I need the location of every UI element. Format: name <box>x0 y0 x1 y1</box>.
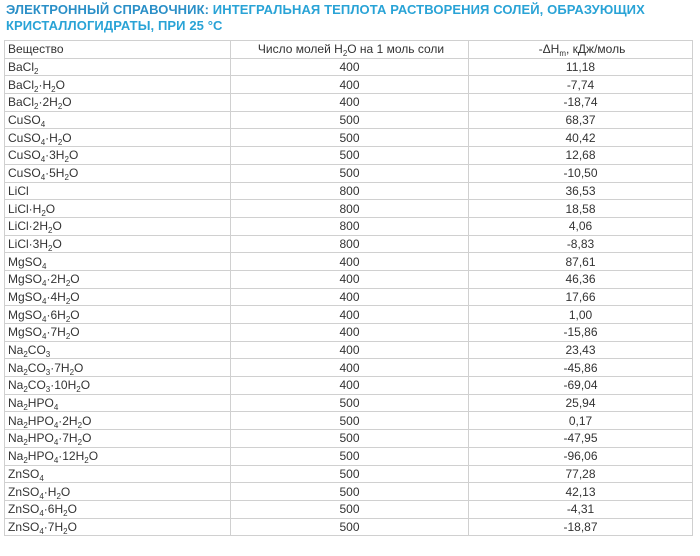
cell-water-moles: 400 <box>231 359 469 377</box>
cell-substance: $Na_2HPO_4\cdot 7H_2O$ <box>5 430 231 448</box>
cell-substance: $Na_2CO_3\cdot 7H_2O$ <box>5 359 231 377</box>
table-row <box>5 500 693 518</box>
table-row <box>5 377 693 395</box>
cell-substance: $MgSO_4\cdot 7H_2O$ <box>5 324 231 342</box>
cell-substance: $CuSO_4\cdot 3H_2O$ <box>5 147 231 165</box>
cell-substance: $MgSO_4\cdot 2H_2O$ <box>5 270 231 288</box>
table-row <box>5 164 693 182</box>
cell-substance: $LiCl\cdot H_2O$ <box>5 200 231 218</box>
cell-enthalpy: 87,61 <box>469 253 693 271</box>
cell-substance: $MgSO_4\cdot 4H_2O$ <box>5 288 231 306</box>
cell-enthalpy: 4,06 <box>469 217 693 235</box>
table-row <box>5 270 693 288</box>
cell-enthalpy: 12,68 <box>469 147 693 165</box>
cell-substance: $LiCl\cdot 3H_2O$ <box>5 235 231 253</box>
column-header-enthalpy: $-\Delta H_m$, кДж/моль <box>469 41 693 59</box>
cell-enthalpy: -69,04 <box>469 377 693 395</box>
page-title-text: ИНТЕГРАЛЬНАЯ ТЕПЛОТА РАСТВОРЕНИЯ СОЛЕЙ, ОБРАЗУЮЩИХ КРИСТАЛЛОГИДРАТЫ, ПРИ 25 °С <box>6 2 645 33</box>
table-row <box>5 394 693 412</box>
table-row <box>5 217 693 235</box>
cell-substance: ZnSO$_4$ <box>5 465 231 483</box>
cell-enthalpy: -10,50 <box>469 164 693 182</box>
table-header-row <box>5 41 693 59</box>
cell-water-moles: 400 <box>231 306 469 324</box>
cell-substance: $Na_2CO_3\cdot 10H_2O$ <box>5 377 231 395</box>
column-header-moles: Число молей $H_2O$ на 1 моль соли <box>231 41 469 59</box>
cell-water-moles: 500 <box>231 500 469 518</box>
cell-water-moles: 500 <box>231 147 469 165</box>
cell-enthalpy: -7,74 <box>469 76 693 94</box>
cell-enthalpy: 36,53 <box>469 182 693 200</box>
cell-water-moles: 500 <box>231 483 469 501</box>
solution-heat-table <box>4 40 693 536</box>
cell-water-moles: 400 <box>231 253 469 271</box>
cell-substance: $Na_2HPO_4\cdot 2H_2O$ <box>5 412 231 430</box>
cell-substance: $Na_2HPO_4\cdot 12H_2O$ <box>5 447 231 465</box>
table-body <box>5 58 693 536</box>
cell-enthalpy: -18,74 <box>469 94 693 112</box>
cell-water-moles: 800 <box>231 235 469 253</box>
cell-substance: $CuSO_4\cdot H_2O$ <box>5 129 231 147</box>
cell-enthalpy: -18,87 <box>469 518 693 536</box>
cell-enthalpy: -45,86 <box>469 359 693 377</box>
cell-enthalpy: -4,31 <box>469 500 693 518</box>
cell-water-moles: 500 <box>231 447 469 465</box>
cell-enthalpy: 11,18 <box>469 58 693 76</box>
cell-enthalpy: 77,28 <box>469 465 693 483</box>
cell-substance: $LiCl\cdot 2H_2O$ <box>5 217 231 235</box>
cell-enthalpy: -96,06 <box>469 447 693 465</box>
cell-water-moles: 400 <box>231 341 469 359</box>
table-row <box>5 200 693 218</box>
cell-water-moles: 500 <box>231 129 469 147</box>
cell-substance: $BaCl_2\cdot H_2O$ <box>5 76 231 94</box>
cell-substance: $BaCl_2\cdot 2H_2O$ <box>5 94 231 112</box>
table-row <box>5 111 693 129</box>
cell-water-moles: 500 <box>231 111 469 129</box>
cell-substance: MgSO$_4$ <box>5 253 231 271</box>
table-row <box>5 94 693 112</box>
cell-water-moles: 500 <box>231 412 469 430</box>
page-title <box>6 2 666 34</box>
cell-enthalpy: 46,36 <box>469 270 693 288</box>
table-row <box>5 483 693 501</box>
table-row <box>5 518 693 536</box>
table-row <box>5 447 693 465</box>
cell-water-moles: 500 <box>231 394 469 412</box>
table-row <box>5 306 693 324</box>
cell-substance: $ZnSO_4\cdot 7H_2O$ <box>5 518 231 536</box>
column-header-substance: Вещество <box>5 41 231 59</box>
cell-enthalpy: 68,37 <box>469 111 693 129</box>
table-row <box>5 324 693 342</box>
cell-enthalpy: -47,95 <box>469 430 693 448</box>
table-row <box>5 412 693 430</box>
cell-enthalpy: 18,58 <box>469 200 693 218</box>
table-row <box>5 359 693 377</box>
cell-water-moles: 500 <box>231 430 469 448</box>
table-row <box>5 235 693 253</box>
cell-enthalpy: 17,66 <box>469 288 693 306</box>
table-row <box>5 253 693 271</box>
cell-enthalpy: 1,00 <box>469 306 693 324</box>
cell-enthalpy: 40,42 <box>469 129 693 147</box>
cell-substance: $ZnSO_4\cdot 6H_2O$ <box>5 500 231 518</box>
cell-enthalpy: 0,17 <box>469 412 693 430</box>
cell-substance: $CuSO_4\cdot 5H_2O$ <box>5 164 231 182</box>
cell-substance: $Na_2CO_3$ <box>5 341 231 359</box>
table-row <box>5 341 693 359</box>
cell-water-moles: 500 <box>231 465 469 483</box>
cell-water-moles: 400 <box>231 288 469 306</box>
cell-water-moles: 800 <box>231 217 469 235</box>
page-title-lead: ЭЛЕКТРОННЫЙ СПРАВОЧНИК: <box>6 2 210 17</box>
cell-enthalpy: 42,13 <box>469 483 693 501</box>
table-row <box>5 147 693 165</box>
cell-substance: $ZnSO_4\cdot H_2O$ <box>5 483 231 501</box>
table-row <box>5 465 693 483</box>
cell-water-moles: 500 <box>231 518 469 536</box>
cell-water-moles: 400 <box>231 270 469 288</box>
table-row <box>5 58 693 76</box>
cell-enthalpy: -15,86 <box>469 324 693 342</box>
cell-water-moles: 400 <box>231 94 469 112</box>
cell-substance: $MgSO_4\cdot 6H_2O$ <box>5 306 231 324</box>
cell-water-moles: 400 <box>231 377 469 395</box>
cell-substance: LiCl <box>5 182 231 200</box>
cell-water-moles: 400 <box>231 58 469 76</box>
cell-substance: BaCl$_2$ <box>5 58 231 76</box>
table-row <box>5 288 693 306</box>
table-row <box>5 76 693 94</box>
cell-enthalpy: 25,94 <box>469 394 693 412</box>
cell-water-moles: 800 <box>231 200 469 218</box>
cell-water-moles: 800 <box>231 182 469 200</box>
table-row <box>5 182 693 200</box>
cell-substance: $Na_2HPO_4$ <box>5 394 231 412</box>
cell-water-moles: 400 <box>231 324 469 342</box>
cell-substance: CuSO$_4$ <box>5 111 231 129</box>
cell-enthalpy: 23,43 <box>469 341 693 359</box>
cell-water-moles: 400 <box>231 76 469 94</box>
table-row <box>5 430 693 448</box>
cell-enthalpy: -8,83 <box>469 235 693 253</box>
table-row <box>5 129 693 147</box>
cell-water-moles: 500 <box>231 164 469 182</box>
